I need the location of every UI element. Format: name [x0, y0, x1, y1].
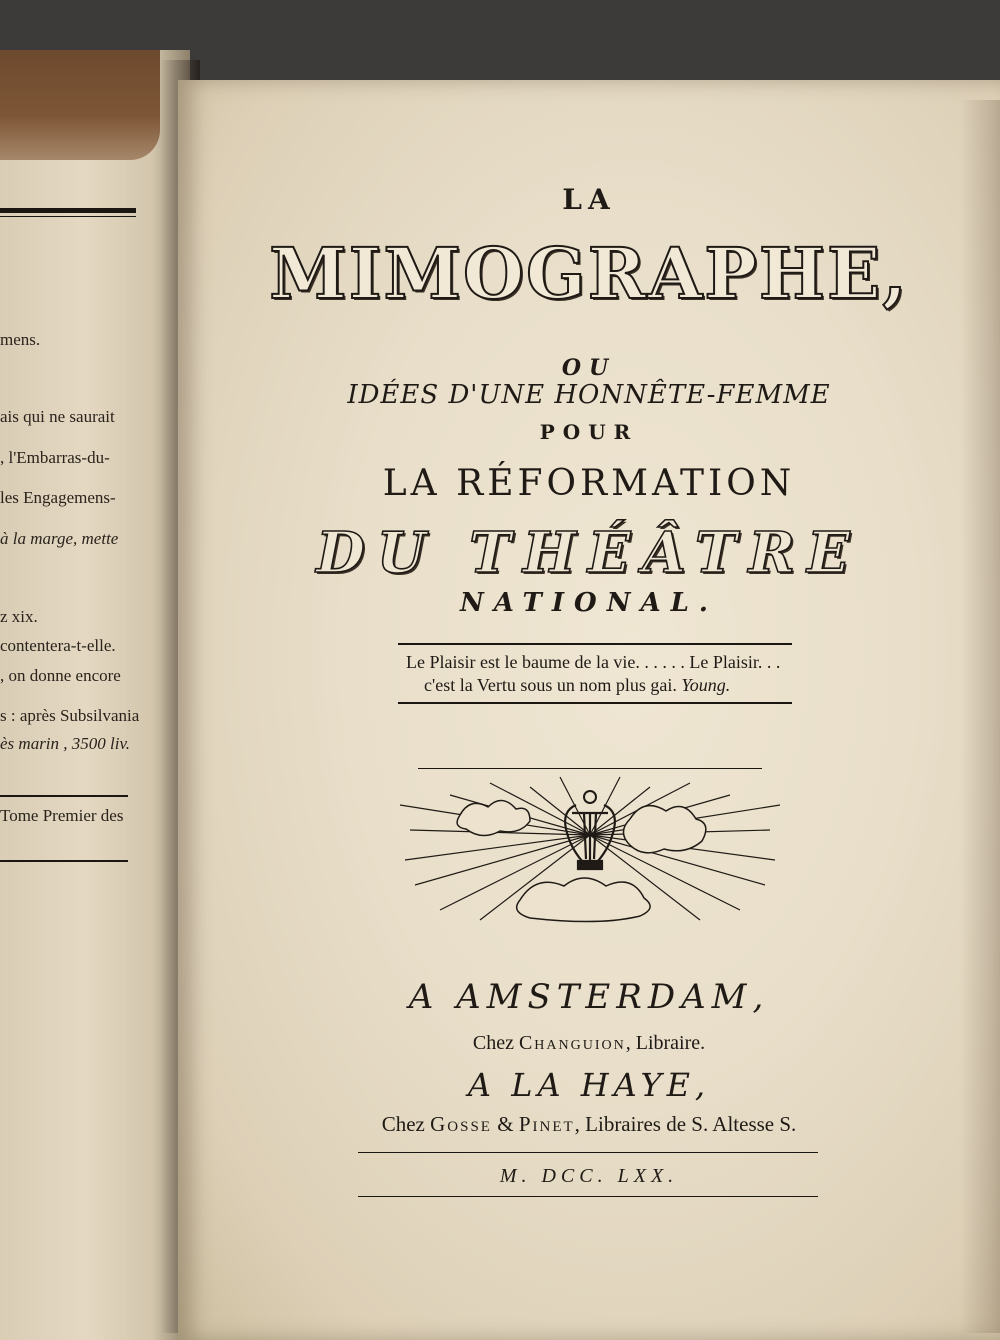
- left-page-line: Tome Premier des: [0, 806, 124, 825]
- left-page-rule: [0, 795, 128, 797]
- title-article: LA: [562, 183, 616, 216]
- left-page-rule-top-thin: [0, 216, 136, 217]
- imprint-city-la-haye: A LA HAYE,: [467, 1066, 711, 1104]
- main-title: MIMOGRAPHE,: [269, 232, 909, 315]
- left-page-line: , l'Embarras-du-: [0, 448, 110, 467]
- subtitle-theatre: DU THÉÂTRE: [316, 520, 862, 586]
- imprint-publisher-name: Changuion: [518, 1032, 626, 1054]
- left-page-line: contentera-t-elle.: [0, 636, 116, 655]
- imprint-chez: Chez: [472, 1032, 514, 1054]
- left-page-line: ais qui ne saurait: [0, 407, 115, 426]
- imprint-publisher-name: Gosse: [430, 1112, 492, 1136]
- epigraph-author: Young.: [681, 675, 731, 695]
- subtitle-preposition: POUR: [539, 420, 639, 444]
- imprint-publisher-role: , Libraire.: [625, 1032, 706, 1054]
- imprint-city-amsterdam: A AMSTERDAM,: [408, 977, 770, 1017]
- imprint-year: M. DCC. LXX.: [499, 1165, 679, 1187]
- epigraph-rule-bottom: [398, 702, 792, 704]
- title-page: [178, 80, 1000, 1340]
- left-page-line: z xix.: [0, 607, 38, 626]
- title-conjunction: OU: [561, 355, 617, 381]
- epigraph-line-1: Le Plaisir est le baume de la vie. . . . . . Le Plaisir. . .: [406, 652, 781, 672]
- left-page-line: , on donne encore: [0, 666, 121, 685]
- imprint-ampersand: &: [491, 1112, 519, 1136]
- left-page-line: mens.: [0, 330, 41, 349]
- book-binding: [0, 50, 160, 160]
- subtitle-reformation: LA RÉFORMATION: [382, 463, 796, 504]
- imprint-publisher-name: Pinet: [518, 1112, 575, 1136]
- imprint-publisher-1: [178, 1032, 1000, 1055]
- imprint-publisher-2: [178, 1112, 1000, 1137]
- page-edge-shadow: [960, 100, 1000, 1333]
- left-page-rule-top: [0, 208, 136, 213]
- left-page-line: ès marin , 3500 liv.: [0, 734, 131, 753]
- epigraph-line-2: [424, 674, 730, 696]
- lyre-with-clouds-and-rays-icon: [390, 775, 790, 925]
- left-page-rule: [0, 860, 128, 862]
- imprint-rule-bottom: [358, 1196, 818, 1197]
- left-page-line: à la marge, mette: [0, 529, 119, 548]
- imprint-rule-top: [358, 1152, 818, 1153]
- subtitle-national: NATIONAL.: [460, 588, 718, 618]
- left-page-line: les Engagemens-: [0, 488, 116, 507]
- imprint-chez: Chez: [381, 1112, 425, 1136]
- imprint-publisher-role: , Libraires de S. Altesse S.: [574, 1112, 797, 1136]
- epigraph-text: c'est la Vertu sous un nom plus gai.: [424, 675, 677, 695]
- epigraph-rule-top: [398, 643, 792, 645]
- subtitle: IDÉES D'UNE HONNÊTE-FEMME: [347, 380, 831, 410]
- ornament-rule: [418, 768, 762, 769]
- left-page-line: s : après Subsilvania: [0, 706, 140, 725]
